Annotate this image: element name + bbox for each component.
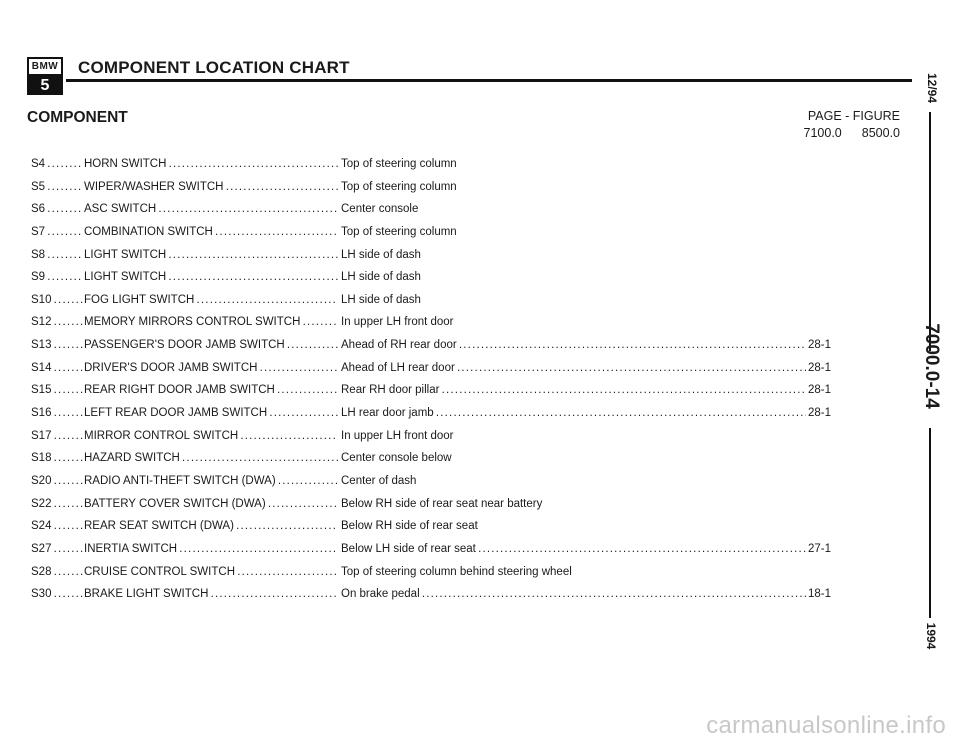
component-name-cell <box>84 225 338 239</box>
component-row <box>31 542 831 565</box>
component-code: S15 <box>31 384 52 397</box>
logo-series-number: 5 <box>29 76 61 95</box>
component-location-cell <box>341 361 831 375</box>
component-name-cell <box>84 293 338 307</box>
component-row <box>31 315 831 338</box>
component-name-cell <box>84 565 338 579</box>
page-number: 7100.0 <box>803 126 842 140</box>
component-location-cell <box>341 429 831 443</box>
component-location-cell <box>341 315 831 329</box>
component-row <box>31 225 831 248</box>
component-list <box>31 157 831 610</box>
component-code-cell <box>31 270 83 284</box>
component-row <box>31 293 831 316</box>
component-code: S24 <box>31 520 52 533</box>
component-code-cell <box>31 587 83 601</box>
component-name-cell <box>84 180 338 194</box>
component-name: WIPER/WASHER SWITCH <box>84 180 224 193</box>
component-row <box>31 519 831 542</box>
component-name-cell <box>84 361 338 375</box>
component-code: S27 <box>31 542 52 555</box>
component-code-cell <box>31 497 83 511</box>
component-name: LIGHT SWITCH <box>84 248 167 261</box>
component-location-cell <box>341 565 831 579</box>
component-code-cell <box>31 293 83 307</box>
component-code: S18 <box>31 452 52 465</box>
component-row <box>31 248 831 271</box>
component-location-cell <box>341 270 831 284</box>
component-row <box>31 180 831 203</box>
component-code: S20 <box>31 474 52 487</box>
revision-date: 12/94 <box>925 72 939 104</box>
component-code-cell <box>31 157 83 171</box>
component-name-cell <box>84 474 338 488</box>
component-row <box>31 587 831 610</box>
component-name: MEMORY MIRRORS CONTROL SWITCH <box>84 316 301 329</box>
component-location: Below RH side of rear seat <box>341 520 478 533</box>
component-name-cell <box>84 248 338 262</box>
component-code-cell <box>31 225 83 239</box>
page-reference: 27-1 <box>807 542 831 555</box>
component-location-cell <box>341 383 831 397</box>
component-location-cell <box>341 293 831 307</box>
component-location: Top of steering column behind steering wheel <box>341 565 572 578</box>
component-location: Below RH side of rear seat near battery <box>341 497 543 510</box>
component-code: S5 <box>31 180 46 193</box>
component-location: On brake pedal <box>341 588 420 601</box>
component-name-cell <box>84 406 338 420</box>
component-name: FOG LIGHT SWITCH <box>84 293 195 306</box>
logo-brand-text: BMW <box>29 59 61 76</box>
component-code-cell <box>31 429 83 443</box>
component-name-cell <box>84 157 338 171</box>
component-code-cell <box>31 180 83 194</box>
component-name: INERTIA SWITCH <box>84 542 178 555</box>
component-code: S10 <box>31 293 52 306</box>
component-location-cell <box>341 248 831 262</box>
component-location: Ahead of LH rear door <box>341 361 455 374</box>
component-location-cell <box>341 587 831 601</box>
component-location: Center of dash <box>341 474 417 487</box>
component-code-cell <box>31 474 83 488</box>
component-row <box>31 157 831 180</box>
component-name-cell <box>84 338 338 352</box>
component-code-cell <box>31 248 83 262</box>
component-location: Rear RH door pillar <box>341 384 440 397</box>
component-code: S9 <box>31 271 46 284</box>
component-location-cell <box>341 519 831 533</box>
watermark: carmanualsonline.info <box>706 712 946 739</box>
component-code-cell <box>31 542 83 556</box>
component-code: S28 <box>31 565 52 578</box>
component-code: S14 <box>31 361 52 374</box>
page-title: COMPONENT LOCATION CHART <box>78 58 350 77</box>
component-location-cell <box>341 497 831 511</box>
component-location: Top of steering column <box>341 225 457 238</box>
component-location: Center console below <box>341 452 452 465</box>
component-name: CRUISE CONTROL SWITCH <box>84 565 235 578</box>
component-location-cell <box>341 157 831 171</box>
component-code: S6 <box>31 203 46 216</box>
component-name: DRIVER'S DOOR JAMB SWITCH <box>84 361 258 374</box>
component-name: HAZARD SWITCH <box>84 452 180 465</box>
component-name: COMBINATION SWITCH <box>84 225 213 238</box>
component-name: REAR RIGHT DOOR JAMB SWITCH <box>84 384 275 397</box>
page-reference: 28-1 <box>807 407 831 420</box>
component-location: In upper LH front door <box>341 429 454 442</box>
component-name-cell <box>84 587 338 601</box>
component-code-cell <box>31 315 83 329</box>
component-location: LH side of dash <box>341 293 421 306</box>
component-location: Ahead of RH rear door <box>341 339 457 352</box>
component-row <box>31 474 831 497</box>
component-name-cell <box>84 542 338 556</box>
component-row <box>31 565 831 588</box>
component-name: HORN SWITCH <box>84 158 167 170</box>
component-name: MIRROR CONTROL SWITCH <box>84 429 239 442</box>
title-underline-divider <box>66 79 912 82</box>
section-heading: COMPONENT <box>27 109 128 126</box>
page-figure-reference <box>804 108 900 142</box>
component-location-cell <box>341 474 831 488</box>
component-row <box>31 497 831 520</box>
component-row <box>31 270 831 293</box>
component-name: BRAKE LIGHT SWITCH <box>84 588 209 601</box>
component-name: ASC SWITCH <box>84 203 157 216</box>
component-code-cell <box>31 406 83 420</box>
component-location-cell <box>341 202 831 216</box>
component-code: S13 <box>31 339 52 352</box>
component-name-cell <box>84 519 338 533</box>
component-code-cell <box>31 383 83 397</box>
bmw-5-logo <box>27 57 63 95</box>
component-row <box>31 338 831 361</box>
component-code: S22 <box>31 497 52 510</box>
component-row <box>31 361 831 384</box>
component-location: LH side of dash <box>341 248 421 261</box>
component-location-cell <box>341 180 831 194</box>
component-code: S16 <box>31 407 52 420</box>
component-name: BATTERY COVER SWITCH (DWA) <box>84 497 266 510</box>
component-code: S30 <box>31 588 52 601</box>
component-location-cell <box>341 542 831 556</box>
component-name: RADIO ANTI-THEFT SWITCH (DWA) <box>84 474 276 487</box>
component-name: REAR SEAT SWITCH (DWA) <box>84 520 234 533</box>
margin-rule-bottom <box>929 428 931 618</box>
component-name: LEFT REAR DOOR JAMB SWITCH <box>84 407 268 420</box>
page-figure-label: PAGE - FIGURE <box>807 109 900 123</box>
component-location-cell <box>341 406 831 420</box>
component-code-cell <box>31 451 83 465</box>
page-reference: 18-1 <box>807 588 831 601</box>
component-name-cell <box>84 315 338 329</box>
component-code-cell <box>31 338 83 352</box>
component-name-cell <box>84 270 338 284</box>
component-row <box>31 383 831 406</box>
component-code: S7 <box>31 225 46 238</box>
component-code-cell <box>31 361 83 375</box>
page-reference: 28-1 <box>807 361 831 374</box>
component-row <box>31 451 831 474</box>
model-year: 1994 <box>924 622 938 650</box>
component-row <box>31 406 831 429</box>
component-code: S8 <box>31 248 46 261</box>
component-location-cell <box>341 225 831 239</box>
component-name: PASSENGER'S DOOR JAMB SWITCH <box>84 339 285 352</box>
section-page-number: 7000.0-14 <box>921 323 942 409</box>
component-name-cell <box>84 202 338 216</box>
component-name-cell <box>84 497 338 511</box>
component-location: Below LH side of rear seat <box>341 542 476 555</box>
component-location: LH side of dash <box>341 271 421 284</box>
component-code-cell <box>31 565 83 579</box>
component-code-cell <box>31 202 83 216</box>
component-location-cell <box>341 451 831 465</box>
component-code-cell <box>31 519 83 533</box>
figure-number: 8500.0 <box>861 126 900 140</box>
page-reference: 28-1 <box>807 339 831 352</box>
component-location: Top of steering column <box>341 158 457 170</box>
component-name: LIGHT SWITCH <box>84 271 167 284</box>
component-location: Top of steering column <box>341 180 457 193</box>
component-location: In upper LH front door <box>341 316 454 329</box>
component-code: S12 <box>31 316 52 329</box>
component-code: S17 <box>31 429 52 442</box>
component-row <box>31 429 831 452</box>
component-location-cell <box>341 338 831 352</box>
component-name-cell <box>84 383 338 397</box>
component-row <box>31 202 831 225</box>
component-code: S4 <box>31 158 46 170</box>
component-location: Center console <box>341 203 419 216</box>
component-name-cell <box>84 429 338 443</box>
component-name-cell <box>84 451 338 465</box>
page-reference: 28-1 <box>807 384 831 397</box>
component-location: LH rear door jamb <box>341 407 434 420</box>
